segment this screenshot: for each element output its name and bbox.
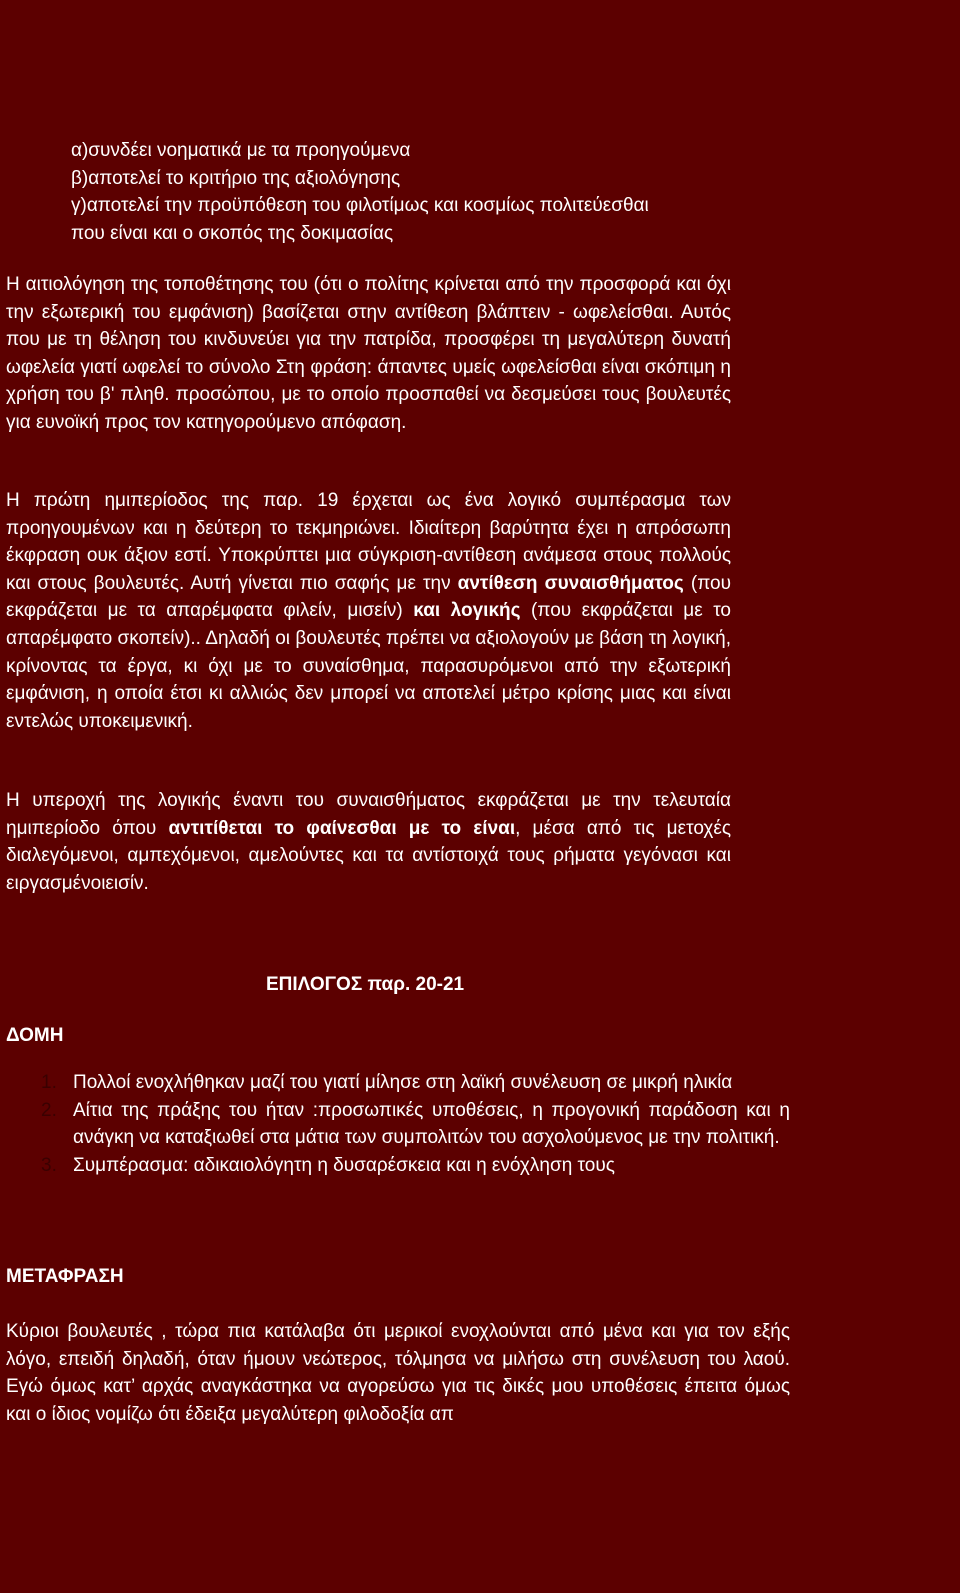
intro-item-c: γ)αποτελεί την προϋπόθεση του φιλοτίμως και κοσμίως πολιτεύεσθαι xyxy=(71,195,649,217)
intro-item-b: β)αποτελεί το κριτήριο της αξιολόγησης xyxy=(71,167,401,189)
structure-item-text: Αίτια της πράξης του ήταν :προσωπικές υποθέσεις, η προγονική παράδοση και η ανάγκη να καταξιωθεί στα μάτια των συμπολιτών του ασχολούμενος με την πολιτική. xyxy=(73,1099,790,1149)
paragraph-first-half-period xyxy=(6,487,731,735)
paragraph-2-text-2: (που εκφράζεται με τα απαρέμφατα φιλείν, μισείν) xyxy=(6,572,731,622)
paragraph-2-text-1: Η πρώτη ημιπερίοδος της παρ. 19 έρχεται ως ένα λογικό συμπέρασμα των προηγουμένων και η δεύτερη το τεκμηριώνει. Ιδιαίτερη βαρύτητα έχει η απρόσωπη έκφραση ουκ άξιον εστί. Υποκρύπτει μια σύγκριση-αντίθεση ανάμεσα στους πολλούς και στους βουλευτές. Αυτή γίνεται πιο σαφής με την xyxy=(6,490,731,594)
structure-item-number: 1. xyxy=(41,1072,57,1093)
paragraph-justification: Η αιτιολόγηση της τοποθέτησης του (ότι ο πολίτης κρίνεται από την προσφορά και όχι την εξωτερική του εμφάνιση) βασίζεται στην αντίθεση βλάπτειν - ωφελείσθαι. Αυτός που με τη θέληση του κινδυνεύει για την πατρίδα, προσφέρει τη μεγαλύτερη δυνατή ωφελεία γιατί ωφελεί το σύνολο Στη φράση: άπαντες υμείς ωφελείσθαι είναι σκόπιμη η χρήση του β' πληθ. προσώπου, με το οποίο προσπαθεί να δεσμεύσει τους βουλευτές για ευνοϊκή προς τον κατηγορούμενο απόφαση. xyxy=(6,274,731,433)
structure-item-number: 3. xyxy=(41,1154,57,1176)
paragraph-superiority-of-logic xyxy=(6,787,731,897)
translation-paragraph: Κύριοι βουλευτές , τώρα πια κατάλαβα ότι μερικοί ενοχλούνται από μένα και για τον εξής λόγο, επειδή δηλαδή, όταν ήμουν νεώτερος, τόλμησα να μιλήσω στη συνέλευση του λαού. Εγώ όμως κατ’ αρχάς αναγκάστηκα να αγορεύσω για τις δικές μου υποθέσεις έπειτα όμως και ο ίδιος νομίζω ότι έδειξα μεγαλύτερη φιλοδοξία απ xyxy=(6,1321,790,1425)
structure-item-text: Πολλοί ενοχλήθηκαν μαζί του γιατί μίλησε στη λαϊκή συνέλευση σε μικρή ηλικία xyxy=(73,1072,733,1093)
intro-item-a: α)συνδέει νοηματικά με τα προηγούμενα xyxy=(71,140,411,161)
translation-heading: ΜΕΤΑΦΡΑΣΗ xyxy=(6,1266,124,1287)
structure-item-number: 2. xyxy=(41,1099,57,1121)
structure-item xyxy=(0,1152,790,1180)
paragraph-3-text-2: , μέσα από τις μετοχές διαλεγόμενοι, αμπεχόμενοι, αμελούντες και τα αντίστοιχά τους ρήματα γεγόνασι και ειργασμένοιεισίν. xyxy=(6,817,731,894)
structure-item xyxy=(0,1069,790,1097)
paragraph-3-bold-1: αντιτίθεται το φαίνεσθαι με το είναι xyxy=(168,817,516,839)
structure-list xyxy=(0,1069,790,1179)
paragraph-2-bold-1: αντίθεση συναισθήματος xyxy=(457,572,684,594)
paragraph-2-bold-2: και λογικής xyxy=(413,600,521,622)
structure-item xyxy=(0,1097,790,1152)
epilogue-title: ΕΠΙΛΟΓΟΣ παρ. 20-21 xyxy=(266,974,465,995)
intro-item-c-continued: που είναι και ο σκοπός της δοκιμασίας xyxy=(71,222,394,244)
paragraph-2-text-3: (που εκφράζεται με το απαρέμφατο σκοπείν).. Δηλαδή οι βουλευτές πρέπει να αξιολογούν με βάση τη λογική, κρίνοντας τα έργα, κι όχι με το συναίσθημα, παρασυρόμενοι από την εξωτερική εμφάνιση, η οποία έτσι κι αλλιώς δεν μπορεί να αποτελεί μέτρο κρίσης μιας και είναι εντελώς υποκειμενική. xyxy=(6,600,731,732)
paragraph-3-text-1: Η υπεροχή της λογικής έναντι του συναισθήματος εκφράζεται με την τελευταία ημιπερίοδο όπου xyxy=(6,790,731,839)
structure-item-text: Συμπέρασμα: αδικαιολόγητη η δυσαρέσκεια και η ενόχληση τους xyxy=(73,1154,615,1176)
intro-list xyxy=(71,137,731,247)
structure-heading: ΔΟΜΗ xyxy=(6,1025,64,1046)
